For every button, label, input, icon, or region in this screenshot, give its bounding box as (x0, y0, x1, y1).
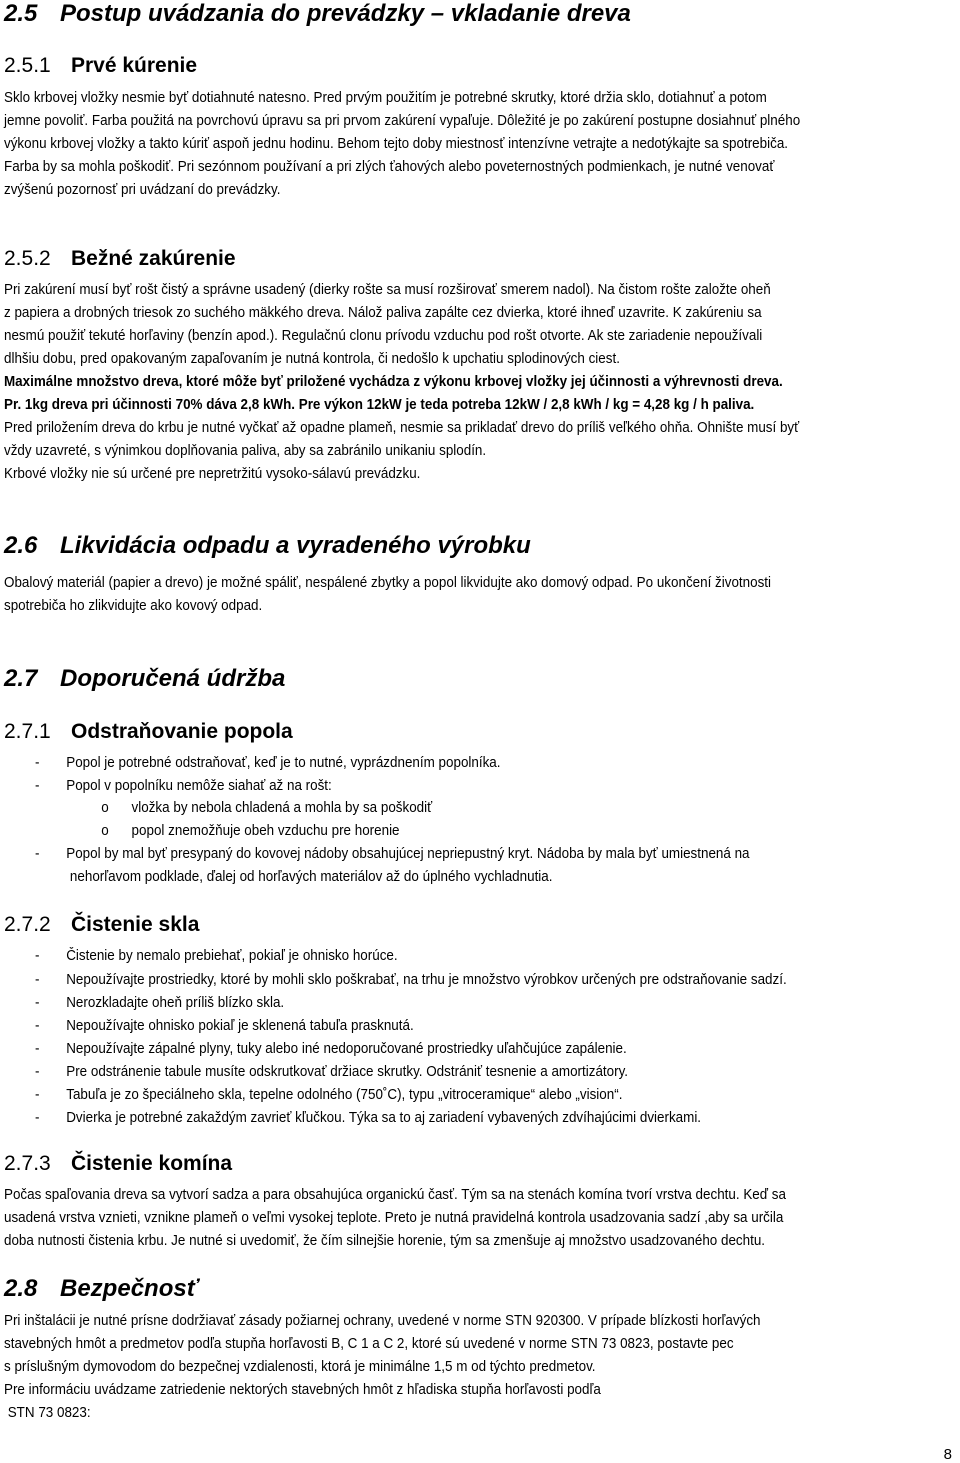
page-number: 8 (943, 1446, 952, 1463)
bold-note-calculation: Pr. 1kg dreva pri účinnosti 70% dáva 2,8 kWh. Pre výkon 12kW je teda potreba 12kW / 2,8 kWh / kg = 4,28 kg / h paliva. (4, 397, 755, 413)
heading-2-7-1: 2.7.1 Odstraňovanie popola (4, 720, 293, 743)
heading-2-7: 2.7 Doporučená údržba (4, 665, 286, 692)
paragraph-chimney-cleaning: Počas spaľovania dreva sa vytvorí sadza a para obsahujúca organickú časť. Tým sa na stenách komína tvorí vrstva dechtu. Keď sa usadená vrstva vznieti, vznikne plameň o veľmi vysokej teplote. Preto je nutná pravidelná kontrola usadzovania sadzí ,aby sa určila doba nutnosti čistenia krbu. Je nutné si uvedomiť, že čím silnejšie horenie, tým sa zmenšuje aj množstvo usadzovaného dechtu. (4, 1187, 786, 1249)
heading-2-6: 2.6 Likvidácia odpadu a vyradeného výrobku (4, 532, 531, 559)
bold-note-max-wood: Maximálne množstvo dreva, ktoré môže byť priložené vychádza z výkonu krbovej vložky jej účinnosti a výhrevnosti dreva. (4, 374, 783, 390)
heading-2-5-1: 2.5.1 Prvé kúrenie (4, 54, 198, 77)
paragraph-disposal: Obalový materiál (papier a drevo) je možné spáliť, nespálené zbytky a popol likvidujte ako domový odpad. Po ukončení životnosti spotrebiča ho zlikvidujte ako kovový odpad. (4, 575, 772, 614)
heading-2-5-2: 2.5.2 Bežné zakúrenie (4, 247, 236, 270)
paragraph-first-heating: Sklo krbovej vložky nesmie byť dotiahnuté natesno. Pred prvým použitím je potrebné skrutky, ktoré držia sklo, dotiahnuť a potom jemne povoliť. Farba použitá na povrchovú úpravu sa pri prvom zakúrení vypaľuje. Dôležité je po zakúrení postupne dosiahnuť plného výkonu krbovej vložky a takto kúriť aspoň jednu hodinu. Behom tejto doby miestnosť intenzívne vetrajte a nedotýkajte sa spotrebiča. Farba by sa mohla poškodiť. Pri sezónnom používaní a pri zlých ťahových alebo poveternostných podmienkach, je nutné venovať zvýšenú pozornosť pri uvádzaní do prevádzky. (4, 90, 801, 198)
paragraph-safety: Pri inštalácii je nutné prísne dodržiavať zásady požiarnej ochrany, uvedené v norme STN 920300. V prípade blízkosti horľavých stavebných hmôt a predmetov podľa stupňa horľavosti B, C 1 a C 2, ktoré sú uvedené v norme STN 73 0823, postavte pec s príslušným dymovodom do bezpečnej vzdialenosti, ktorá je minimálne 1,5 m od týchto predmetov. Pre informáciu uvádzame zatriedenie nektorých stavebných hmôt z hľadiska stupňa horľavosti podľa STN 73 0823: (4, 1313, 761, 1421)
heading-2-7-2: 2.7.2 Čistenie skla (4, 913, 200, 936)
heading-2-7-3: 2.7.3 Čistenie komína (4, 1152, 233, 1175)
heading-2-8: 2.8 Bezpečnosť (4, 1275, 199, 1302)
document-page: 2.5 Postup uvádzania do prevádzky – vkladanie dreva 2.5.1 Prvé kúrenie Sklo krbovej vložky nesmie byť dotiahnuté natesno. Pred prvým použitím je potrebné skrutky, ktoré držia sklo, dotiahnuť a potom jemne povoliť. Farba použitá na povrchovú úpravu sa pri prvom zakúrení vypaľuje. Dôležité je po zakúrení postupne dosiahnuť plného výkonu krbovej vložky a takto kúriť aspoň jednu hodinu. Behom tejto doby miestnosť intenzívne vetrajte a nedotýkajte sa spotrebiča. Farba by sa mohla poškodiť. Pri sezónnom používaní a pri zlých ťahových alebo poveternostných podmienkach, je nutné venovať zvýšenú pozornosť pri uvádzaní do prevádzky. 2.5.2 Bežné zakúrenie Pri zakúrení musí byť rošt čistý a správne usadený (dierky rošte sa musí rozširovať smerem nadol). Na čistom rošte založte oheň z papiera a drobných triesok zo suchého mäkkého dreva. Nálož paliva zapálte cez dvierka, ktoré ihneď uzavrite. K zakúreniu sa nesmú použiť tekuté horľaviny (benzín apod.). Regulačnú clonu prívodu vzduchu pod rošt otvorte. Ak ste zariadenie nepoužívali dlhšiu dobu, pred opakovaným zapaľovaním je nutná kontrola, či nedošlo k upchatiu splodinových ciest. Maximálne množstvo dreva, ktoré môže byť priložené vychádza z výkonu krbovej vložky jej účinnosti a výhrevnosti dreva. Pr. 1kg dreva pri účinnosti 70% dáva 2,8 kWh. Pre výkon 12kW je teda potreba 12kW / 2,8 kWh / kg = 4,28 kg / h paliva. Pred priložením dreva do krbu je nutné vyčkať až opadne plameň, nesmie sa prikladať drevo do príliš veľkého ohňa. Ohnište musí byť vždy uzavreté, s výnimkou doplňovania paliva, aby sa zabránilo unikaniu splodín. Krbové vložky nie sú určené pre nepretržitú vysoko-sálavú prevádzku. 2.6 Likvidácia odpadu a vyradeného výrobku Obalový materiál (papier a drevo) je možné spáliť, nespálené zbytky a popol likvidujte ako domový odpad. Po ukončení životnosti spotrebiča ho zlikvidujte ako kovový odpad. 2.7 Doporučená údržba 2.7.1 Odstraňovanie popola - Popol je potrebné odstraňovať, keď je to nutné, vyprázdnením popolníka. - Popol v popolníku nemôže siahať až na rošt: o vložka by nebola chladená a mohla by sa poškodiť o popol znemožňuje obeh vzduchu pre horenie - Popol by mal byť presypaný do kovovej nádoby obsahujúcej nepriepustný kryt. Nádoba by mala byť umiestnená na nehorľavom podklade, ďalej od horľavých materiálov až do úplného vychladnutia. 2.7.2 Čistenie skla - Čistenie by nemalo prebiehať, pokiaľ je ohnisko horúce. - Nepoužívajte prostriedky, ktoré by mohli sklo poškrabať, na trhu je množstvo výrobkov určených pre odstraňovanie sadzí. - Nerozkladajte oheň príliš blízko skla. - Nepoužívajte ohnisko pokiaľ je sklenená tabuľa prasknutá. - Nepoužívajte zápalné plyny, tuky alebo iné nedoporučované prostriedky uľahčujúce zapálenie. - Pre odstránenie tabule musíte odskrutkovať držiace skrutky. Odstrániť tesnenie a amortizátory. - Tabuľa je zo špeciálneho skla, tepelne odolného (750˚C), typu „vitroceramique“ alebo „vision“. - Dvierka je potrebné zakaždým zavrieť kľučkou. Týka sa to aj zariadení vybavených zdvíhajúcimi dvierkami. 2.7.3 Čistenie komína Počas spaľovania dreva sa vytvorí sadza a para obsahujúca organickú časť. Tým sa na stenách komína tvorí vrstva dechtu. Keď sa usadená vrstva vznieti, vznikne plameň o veľmi vysokej teplote. Preto je nutná pravidelná kontrola usadzovania sadzí ,aby sa určila doba nutnosti čistenia krbu. Je nutné si uvedomiť, že čím silnejšie horenie, tým sa zmenšuje aj množstvo usadzovaného dechtu. 2.8 Bezpečnosť Pri inštalácii je nutné prísne dodržiavať zásady požiarnej ochrany, uvedené v norme STN 920300. V prípade blízkosti horľavých stavebných hmôt a predmetov podľa stupňa horľavosti B, C 1 a C 2, ktoré sú uvedené v norme STN 73 0823, postavte pec s príslušným dymovodom do bezpečnej vzdialenosti, ktorá je minimálne 1,5 m od týchto predmetov. Pre informáciu uvádzame zatriedenie nektorých stavebných hmôt z hľadiska stupňa horľavosti podľa STN 73 0823: 8 (4, 0, 952, 1463)
paragraph-normal-heating: Pri zakúrení musí byť rošt čistý a správne usadený (dierky rošte sa musí rozširovať smerem nadol). Na čistom rošte založte oheň z papiera a drobných triesok zo suchého mäkkého dreva. Nálož paliva zapálte cez dvierka, ktoré ihneď uzavrite. K zakúreniu sa nesmú použiť tekuté horľaviny (benzín apod.). Regulačnú clonu prívodu vzduchu pod rošt otvorte. Ak ste zariadenie nepoužívali dlhšiu dobu, pred opakovaným zapaľovaním je nutná kontrola, či nedošlo k upchatiu splodinových ciest. Maximálne množstvo dreva, ktoré môže byť priložené vychádza z výkonu krbovej vložky jej účinnosti a výhrevnosti dreva. Pr. 1kg dreva pri účinnosti 70% dáva 2,8 kWh. Pre výkon 12kW je teda potreba 12kW / 2,8 kWh / kg = 4,28 kg / h paliva. Pred priložením dreva do krbu je nutné vyčkať až opadne plameň, nesmie sa prikladať drevo do príliš veľkého ohňa. Ohnište musí byť vždy uzavreté, s výnimkou doplňovania paliva, aby sa zabránilo unikaniu splodín. Krbové vložky nie sú určené pre nepretržitú vysoko-sálavú prevádzku. (4, 279, 952, 486)
heading-2-5: 2.5 Postup uvádzania do prevádzky – vkladanie dreva (4, 0, 631, 27)
